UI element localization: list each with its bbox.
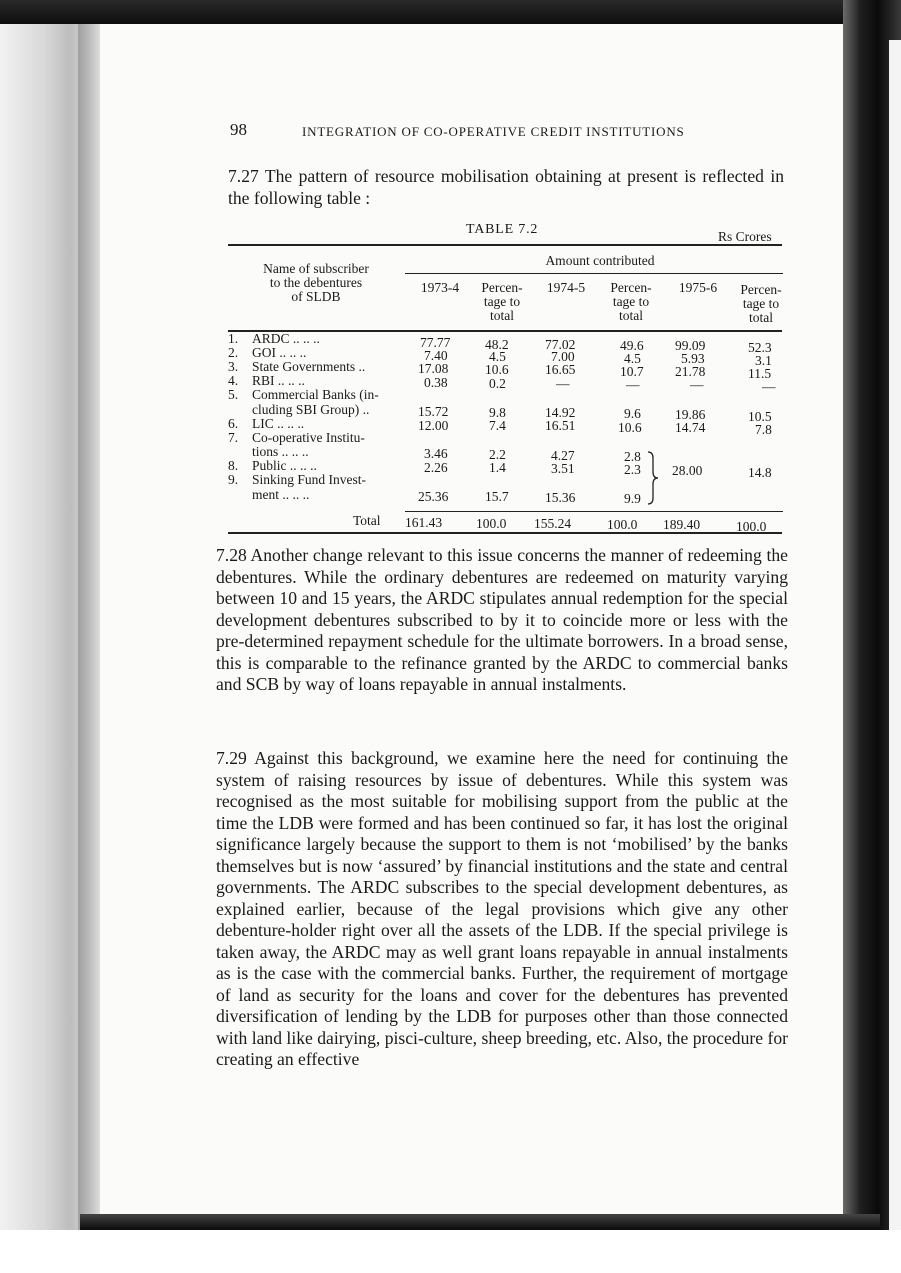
- subscriber-head-line-2: to the debentures: [269, 275, 363, 290]
- subscriber-head-line-1: Name of subscriber: [263, 261, 369, 276]
- cell-public-1974-5: 3.51: [551, 461, 575, 476]
- table-top-rule: [228, 244, 782, 246]
- row-label-coop-institutions-l2: tions .. .. ..: [252, 444, 309, 459]
- total-1973-4: 161.43: [405, 515, 443, 530]
- col-head-pct-2-l3: total: [619, 308, 643, 323]
- total-1975-6: 189.40: [663, 517, 701, 532]
- scan-right-margin: [889, 40, 901, 1230]
- cell-goi-1975-6: 5.93: [681, 351, 705, 366]
- cell-ardc-pct-3: 52.3: [748, 340, 772, 355]
- cell-rbi-pct-2: —: [626, 377, 640, 392]
- cell-cb-pct-2: 9.6: [624, 406, 641, 421]
- col-head-pct-1: Percen-: [481, 280, 523, 295]
- row-no-8: 8.: [228, 458, 239, 473]
- cell-goi-pct-1: 4.5: [489, 349, 506, 364]
- paragraph-7-29: 7.29 Against this background, we examine here the need for continuing the system of raising resources by issue of debentures. While this system was recognised as the most suitable for mobilising support from the public at the time the LDB were formed and has been continued so far, it has lost the original significance largely because the support to them is not ‘mobilised’ by the banks themselves but is now ‘assured’ by financial institutions and the state and central governments. The ARDC subscribes to the special development debentures, as explained earlier, because of the legal provisions which give any other debenture-holder right over all the assets of the LDB. If the special privilege is taken away, the ARDC may as well grant loans repayable in annual instalments as is the case with the commercial banks. Further, the requirement of mortgage of land as security for the loans and cover for the debentures has prevented diversification of lending by the LDB for purposes other than those connected with land like dairying, pisci-culture, sheep breeding, etc. Also, the procedure for creating an effective: [216, 748, 788, 1069]
- cell-goi-1974-5: 7.00: [551, 349, 575, 364]
- row-no-9: 9.: [228, 472, 239, 487]
- cell-rbi-1973-4: 0.38: [424, 375, 448, 390]
- col-head-pct-3: Percen-: [740, 282, 782, 297]
- cell-ardc-1975-6: 99.09: [675, 338, 706, 353]
- cell-cb-pct-3: 10.5: [748, 409, 772, 424]
- row-label-sinking-fund-l2: ment .. .. ..: [252, 487, 310, 502]
- row-no-2: 2.: [228, 345, 239, 360]
- cell-goi-pct-2: 4.5: [624, 351, 641, 366]
- cell-lic-pct-3: 7.8: [755, 422, 772, 437]
- row-no-6: 6.: [228, 416, 239, 431]
- col-head-pct-1-l2: tage to: [483, 294, 521, 309]
- total-pct-3: 100.0: [736, 519, 767, 534]
- cell-state-1973-4: 17.08: [418, 361, 449, 376]
- cell-lic-pct-1: 7.4: [489, 418, 506, 433]
- col-head-pct-1-l3: total: [490, 308, 514, 323]
- row-no-4: 4.: [228, 373, 239, 388]
- col-head-pct-3-l2: tage to: [742, 296, 780, 311]
- subscriber-head-line-3: of SLDB: [291, 289, 341, 304]
- grouping-brace: [646, 450, 660, 506]
- cell-state-1975-6: 21.78: [675, 364, 706, 379]
- running-head: [230, 120, 760, 150]
- scan-top-edge: [0, 0, 901, 24]
- cell-lic-pct-2: 10.6: [618, 420, 642, 435]
- cell-coop-1974-5: 4.27: [551, 448, 575, 463]
- table-bottom-rule: [228, 532, 782, 534]
- row-no-1: 1.: [228, 331, 239, 346]
- cell-coop-1973-4: 3.46: [424, 446, 448, 461]
- cell-ardc-1974-5: 77.02: [545, 337, 576, 352]
- col-head-1973-4: 1973-4: [420, 280, 460, 295]
- scan-bottom-edge: [80, 1214, 880, 1230]
- cell-ardc-1973-4: 77.77: [420, 335, 451, 350]
- total-pct-1: 100.0: [476, 516, 507, 531]
- col-head-1974-5: 1974-5: [546, 280, 586, 295]
- cell-cb-1974-5: 14.92: [545, 405, 576, 420]
- cell-sinking-1974-5: 15.36: [545, 490, 576, 505]
- amount-header-rule: [405, 273, 783, 274]
- cell-cb-1973-4: 15.72: [418, 404, 449, 419]
- cell-sinking-pct-2: 9.9: [624, 491, 641, 506]
- cell-lic-1973-4: 12.00: [418, 418, 449, 433]
- total-label: Total: [353, 513, 381, 528]
- paragraph-7-28: 7.28 Another change relevant to this issue concerns the manner of redeeming the debentures. While the ordinary debentures are redeemed on maturity varying between 10 and 15 years, the ARDC stipulates annual redemption for the special development debentures subscribed to by it to coincide more or less with the pre-determined repayment schedule for the ultimate borrowers. In a broad sense, this is comparable to the refinance granted by the ARDC to commercial banks and SCB by way of loans repayable in annual instalments.: [216, 545, 788, 694]
- cell-coop-pct-1: 2.2: [489, 447, 506, 462]
- table-caption: TABLE 7.2: [466, 222, 539, 237]
- cell-lic-1975-6: 14.74: [675, 420, 706, 435]
- col-head-pct-3-l3: total: [749, 310, 773, 325]
- cell-lic-1974-5: 16.51: [545, 418, 576, 433]
- cell-goi-1973-4: 7.40: [424, 348, 448, 363]
- cell-grouped-1975-6: 28.00: [672, 463, 703, 478]
- col-head-1975-6: 1975-6: [678, 280, 718, 295]
- running-title: INTEGRATION OF CO-OPERATIVE CREDIT INSTITUTIONS: [302, 124, 685, 139]
- cell-ardc-pct-1: 48.2: [485, 337, 509, 352]
- cell-grouped-pct-3: 14.8: [748, 465, 772, 480]
- cell-rbi-1974-5: —: [556, 376, 570, 391]
- row-label-lic: LIC .. .. ..: [252, 416, 305, 431]
- cell-cb-pct-1: 9.8: [489, 405, 506, 420]
- row-label-coop-institutions: Co-operative Institu-: [252, 430, 365, 445]
- total-pct-2: 100.0: [607, 517, 638, 532]
- cell-rbi-1975-6: —: [690, 377, 704, 392]
- cell-public-pct-2: 2.3: [624, 462, 641, 477]
- cell-state-pct-1: 10.6: [485, 362, 509, 377]
- row-label-ardc: ARDC .. .. ..: [252, 331, 320, 346]
- cell-public-1973-4: 2.26: [424, 460, 448, 475]
- row-label-commercial-banks-l2: cluding SBI Group) ..: [252, 402, 370, 417]
- cell-public-pct-1: 1.4: [489, 460, 506, 475]
- paragraph-7-27: 7.27 The pattern of resource mobilisation obtaining at present is reflected in the following table :: [228, 166, 784, 208]
- cell-goi-pct-3: 3.1: [755, 353, 772, 368]
- cell-state-1974-5: 16.65: [545, 362, 576, 377]
- row-no-3: 3.: [228, 359, 239, 374]
- cell-state-pct-2: 10.7: [620, 364, 644, 379]
- cell-rbi-pct-3: —: [762, 379, 776, 394]
- row-label-sinking-fund: Sinking Fund Invest-: [252, 472, 367, 487]
- cell-ardc-pct-2: 49.6: [620, 338, 644, 353]
- row-label-rbi: RBI .. .. ..: [252, 373, 305, 388]
- row-label-goi: GOI .. .. ..: [252, 345, 307, 360]
- cell-sinking-pct-1: 15.7: [485, 489, 509, 504]
- cell-cb-1975-6: 19.86: [675, 407, 706, 422]
- col-head-pct-2: Percen-: [610, 280, 652, 295]
- row-label-public: Public .. .. ..: [252, 458, 317, 473]
- row-label-commercial-banks: Commercial Banks (in-: [252, 387, 379, 402]
- total-rule: [405, 511, 783, 512]
- row-no-5: 5.: [228, 387, 239, 402]
- cell-rbi-pct-1: 0.2: [489, 376, 506, 391]
- cell-coop-pct-2: 2.8: [624, 449, 641, 464]
- amount-contributed-head: Amount contributed: [545, 253, 655, 268]
- row-no-7: 7.: [228, 430, 239, 445]
- table-units: Rs Crores: [718, 229, 772, 244]
- cell-state-pct-3: 11.5: [748, 366, 772, 381]
- page-number: 98: [230, 120, 247, 139]
- cell-sinking-1973-4: 25.36: [418, 489, 449, 504]
- scan-bottom-margin: [0, 1230, 901, 1273]
- total-1974-5: 155.24: [534, 516, 572, 531]
- col-head-pct-2-l2: tage to: [612, 294, 650, 309]
- row-label-state-govts: State Governments ..: [252, 359, 366, 374]
